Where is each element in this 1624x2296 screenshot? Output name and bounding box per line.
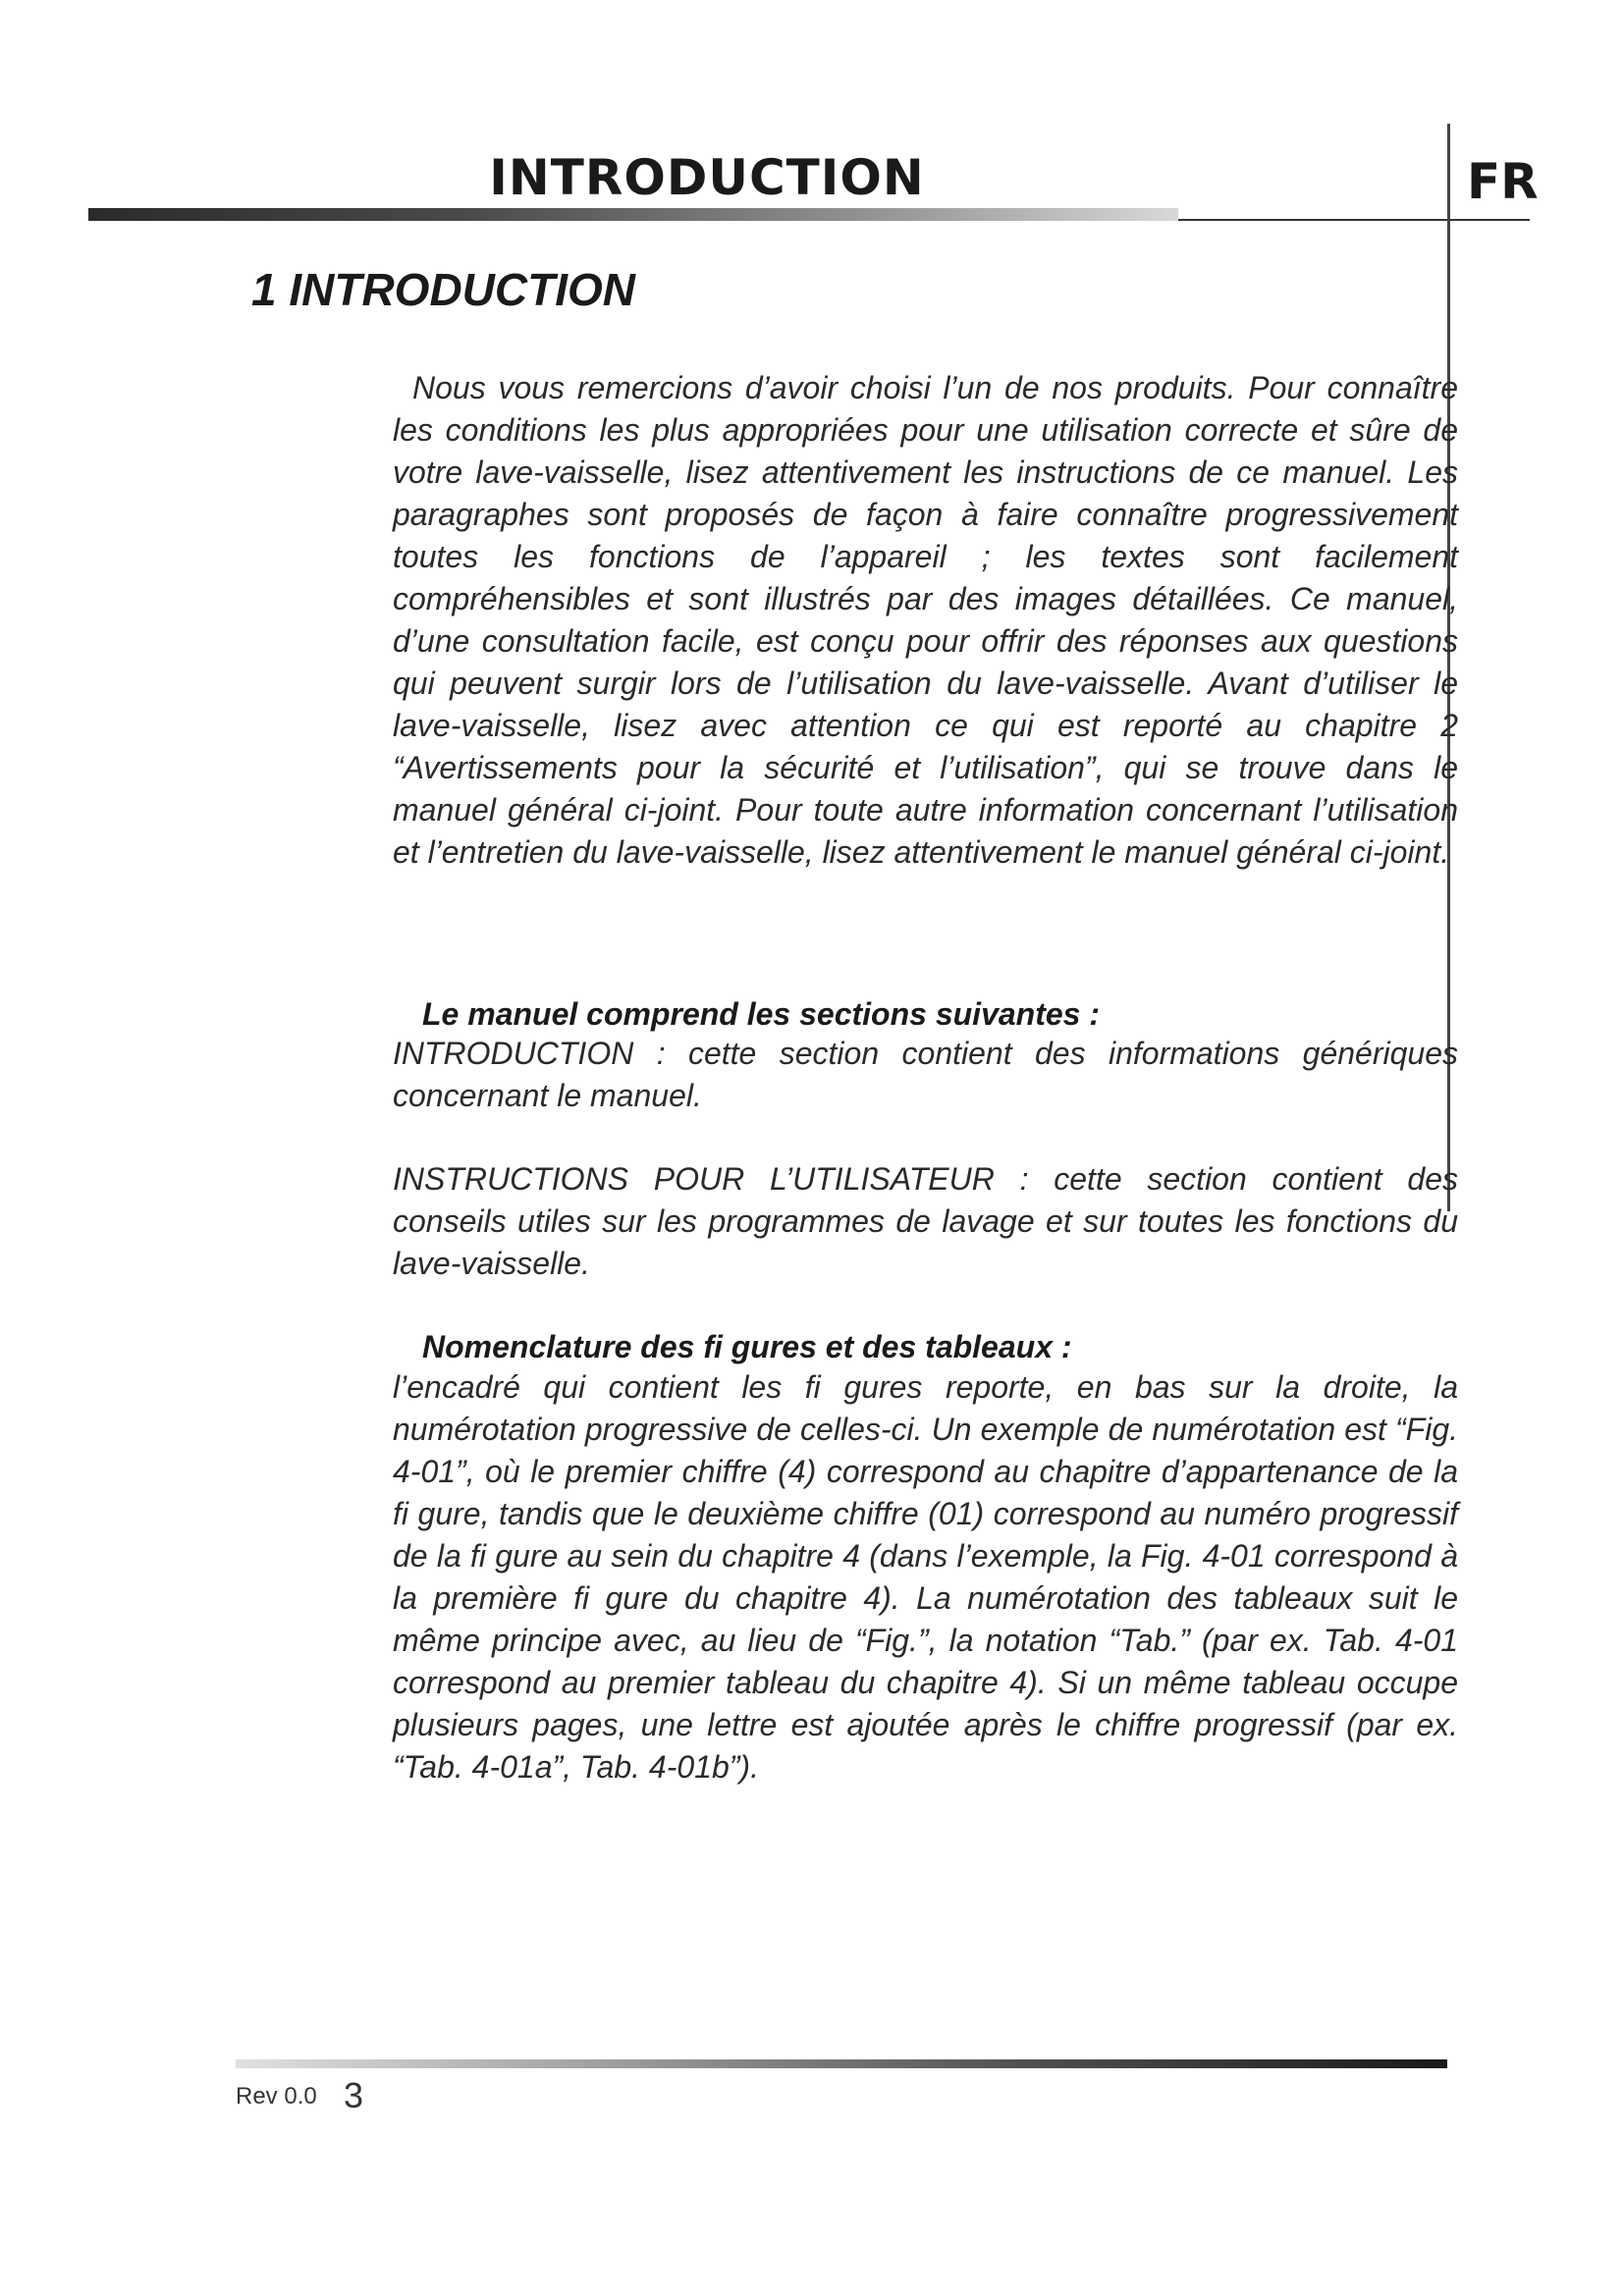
section-heading: 1 INTRODUCTION [251,264,635,315]
footer-gradient-bar [236,2059,1447,2068]
footer-revision: Rev 0.0 [236,2083,317,2109]
sections-user-instructions-text: INSTRUCTIONS POUR L’UTILISATEUR : cette section contient des conseils utiles sur les programmes de lavage et sur toutes les fonctions du lave-vaisselle. [393,1161,1458,1281]
header-divider-line [1178,219,1530,221]
intro-paragraph: Nous vous remercions d’avoir choisi l’un de nos produits. Pour connaître les conditions les plus appropriées pour une utilisation correcte et sûre de votre lave-vaisselle, lisez attentivement les instructions de ce manuel. Les paragraphes sont proposés de façon à faire connaître progressivement toutes les fonctions de l’appareil ; les textes sont facilement compréhensibles et sont illustrés par des images détaillées. Ce manuel, d’une consultation facile, est conçu pour offrir des réponses aux questions qui peuvent surgir lors de l’utilisation du lave-vaisselle. Avant d’utiliser le lave-vaisselle, lisez avec attention ce qui est reporté au chapitre 2 “Avertissements pour la sécurité et l’utilisation”, qui se trouve dans le manuel général ci-joint. Pour toute autre information concernant l’utilisation et l’entretien du lave-vaisselle, lisez attentivement le manuel général ci-joint. [393,370,1458,870]
nomenclature-text: l’encadré qui contient les fi gures reporte, en bas sur la droite, la numérotation progressive de celles-ci. Un exemple de numérotation est “Fig. 4-01”, où le premier chiffre (4) correspond au chapitre d’appartenance de la fi gure, tandis que le deuxième chiffre (01) correspond au numéro progressif de la fi gure au sein du chapitre 4 (dans l’exemple, la Fig. 4-01 correspond à la première fi gure du chapitre 4). La numérotation des tableaux suit le même principe avec, au lieu de “Fig.”, la notation “Tab.” (par ex. Tab. 4-01 correspond au premier tableau du chapitre 4). Si un même tableau occupe plusieurs pages, une lettre est ajoutée après le chiffre progressif (par ex. “Tab. 4-01a”, Tab. 4-01b”). [393,1369,1458,1785]
header-title: INTRODUCTION [489,149,925,206]
language-label: FR [1467,153,1539,210]
sections-introduction-text: INTRODUCTION : cette section contient des informations génériques concernant le manuel. [393,1036,1458,1113]
nomenclature-heading: Nomenclature des fi gures et des tableaux : [422,1329,1072,1364]
sections-heading: Le manuel comprend les sections suivantes : [422,996,1100,1032]
footer-page-number: 3 [344,2075,364,2115]
header-gradient-bar [88,208,1178,221]
